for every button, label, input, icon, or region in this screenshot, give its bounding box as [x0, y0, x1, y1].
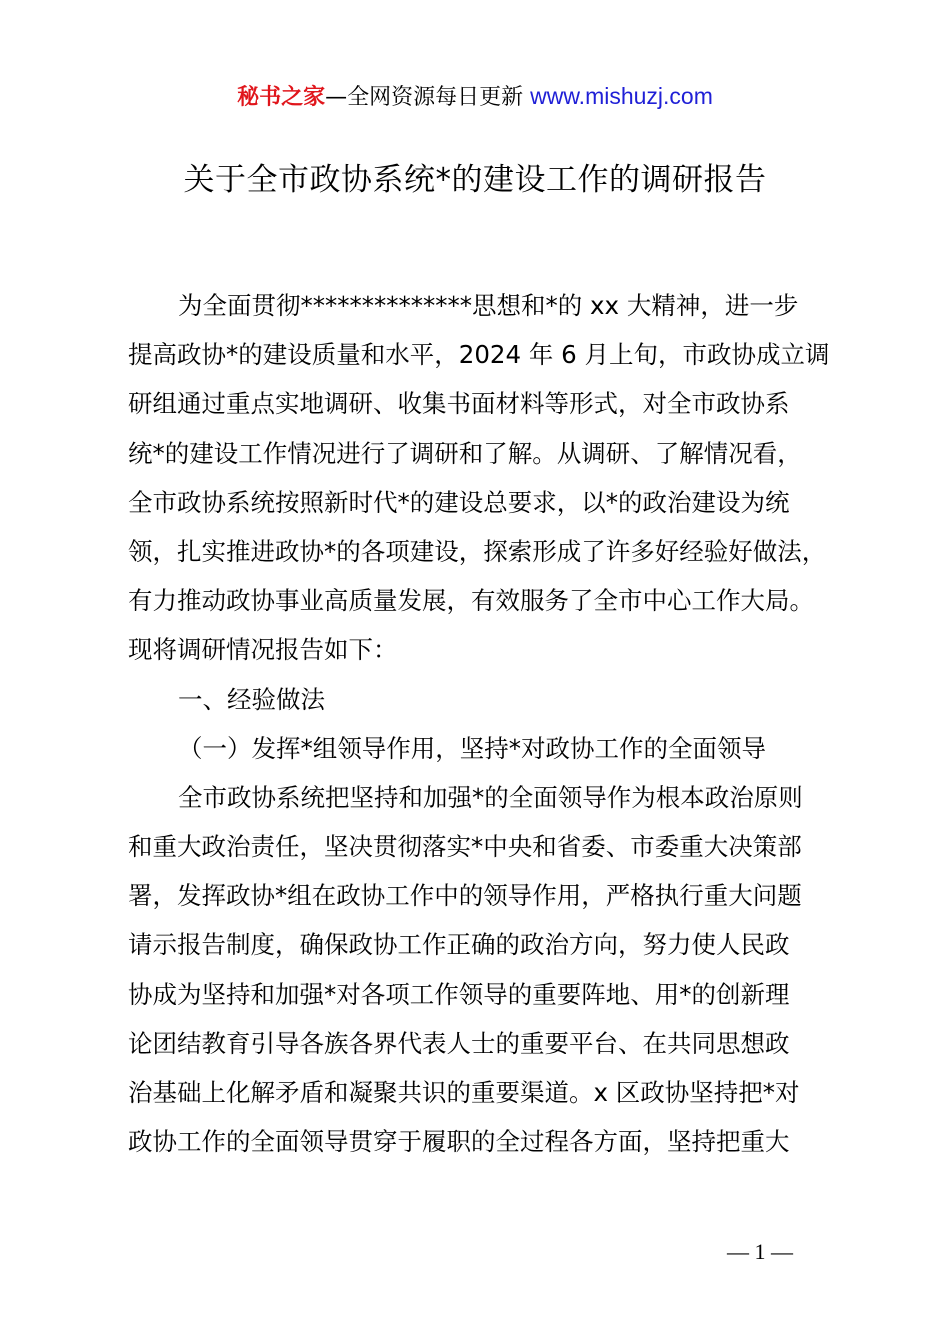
paragraph-line: 和重大政治责任，坚决贯彻落实*中央和省委、市委重大决策部: [128, 832, 802, 862]
site-tagline: —全网资源每日更新: [325, 85, 524, 110]
paragraph-line: 政协工作的全面领导贯穿于履职的全过程各方面，坚持把重大: [128, 1127, 790, 1157]
site-header: [0, 80, 950, 114]
paragraph-line: 现将调研情况报告如下：: [128, 635, 398, 665]
paragraph-line: 署，发挥政协*组在政协工作中的领导作用，严格执行重大问题: [128, 881, 802, 911]
paragraph-line: 全市政协系统把坚持和加强*的全面领导作为根本政治原则: [178, 782, 803, 812]
paragraph-line: 协成为坚持和加强*对各项工作领导的重要阵地、用*的创新理: [128, 979, 790, 1009]
site-url-link[interactable]: www.mishuzj.com: [530, 83, 713, 109]
paragraph-line: 统*的建设工作情况进行了调研和了解。从调研、了解情况看，: [128, 438, 802, 468]
paragraph-line: 请示报告制度，确保政协工作正确的政治方向，努力使人民政: [128, 930, 790, 960]
paragraph-line: 论团结教育引导各族各界代表人士的重要平台、在共同思想政: [128, 1028, 790, 1058]
paragraph-line: 全市政协系统按照新时代*的建设总要求，以*的政治建设为统: [128, 487, 790, 517]
paragraph-line: 研组通过重点实地调研、收集书面材料等形式，对全市政协系: [128, 389, 790, 419]
subsection-heading: （一）发挥*组领导作用，坚持*对政协工作的全面领导: [178, 733, 766, 763]
section-heading: 一、经验做法: [178, 684, 325, 714]
document-title: 关于全市政协系统*的建设工作的调研报告: [183, 162, 767, 198]
paragraph-line: 领，扎实推进政协*的各项建设，探索形成了许多好经验好做法，: [128, 536, 827, 566]
paragraph-line: 为全面贯彻**************思想和*的 xx 大精神，进一步: [178, 291, 799, 320]
site-brand: 秘书之家: [237, 85, 326, 110]
document-body: [128, 281, 836, 1166]
paragraph-line: 提高政协*的建设质量和水平，2024 年 6 月上旬，市政协成立调: [128, 340, 830, 370]
paragraph-line: 治基础上化解矛盾和凝聚共识的重要渠道。x 区政协坚持把*对: [128, 1078, 800, 1107]
page-number: — 1 —: [727, 1239, 793, 1264]
paragraph-line: 有力推动政协事业高质量发展，有效服务了全市中心工作大局。: [128, 586, 814, 616]
